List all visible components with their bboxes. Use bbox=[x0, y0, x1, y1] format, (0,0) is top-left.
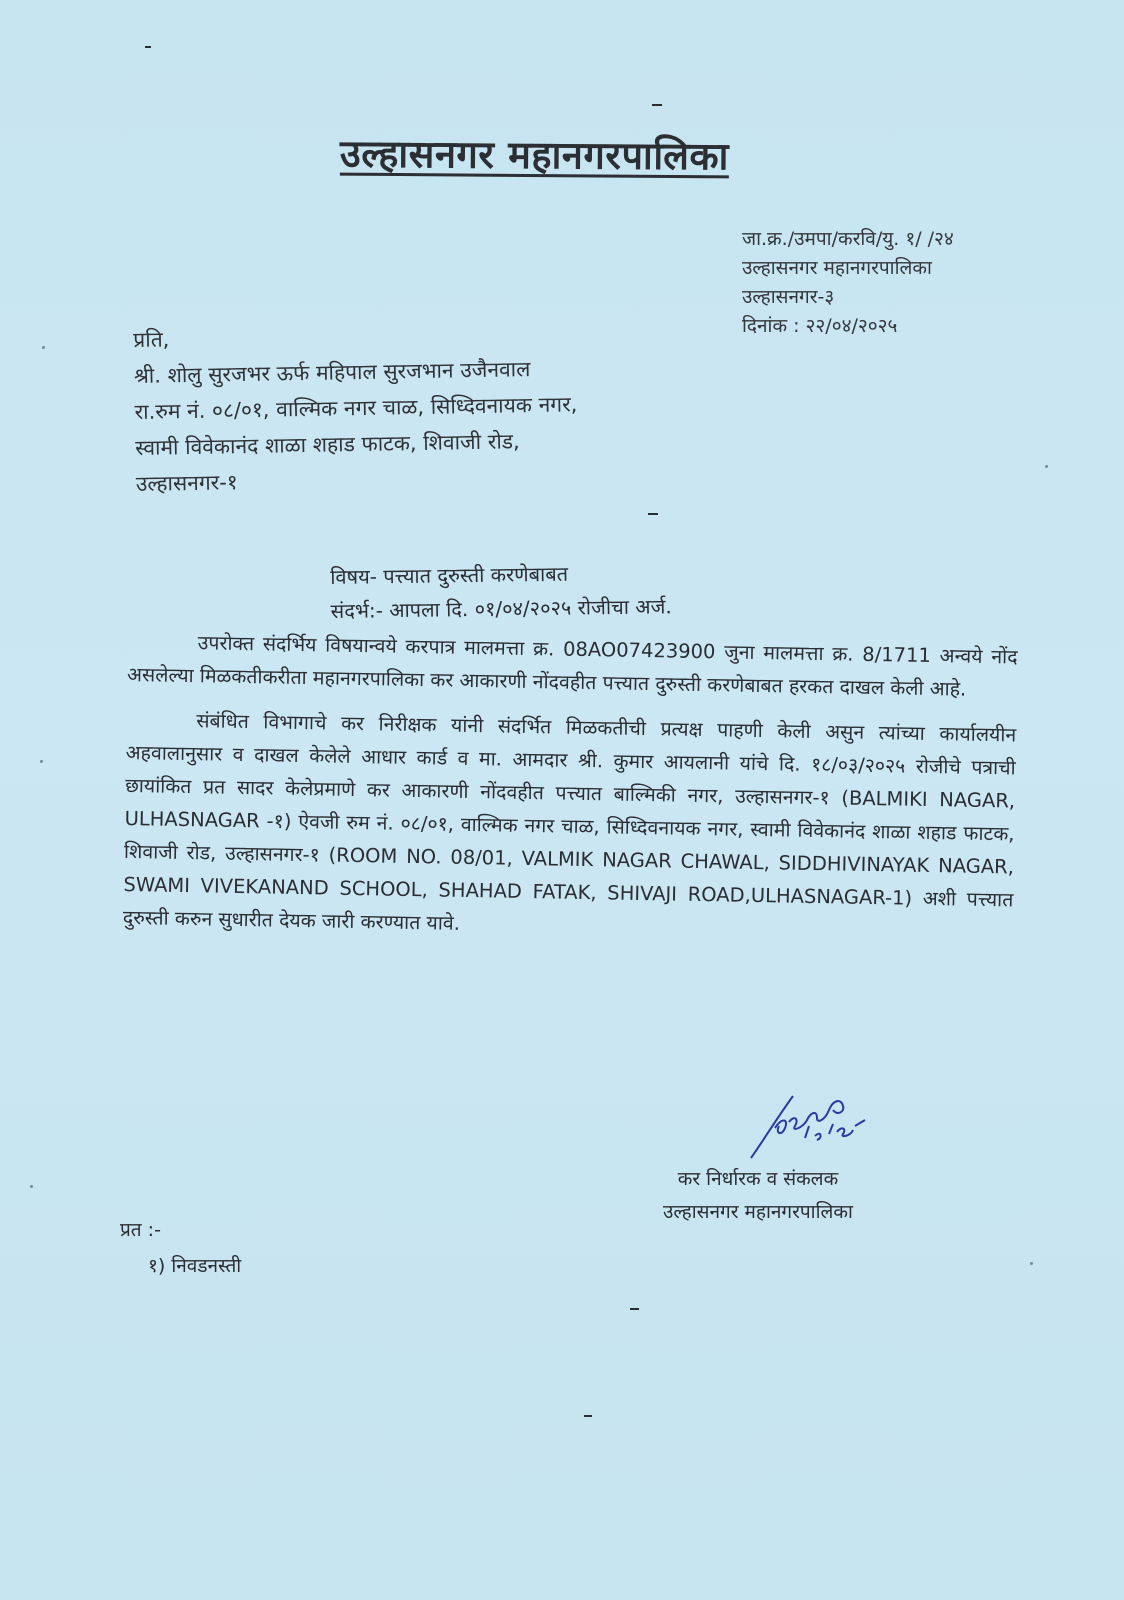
reference-office: उल्हासनगर महानगरपालिका bbox=[742, 257, 932, 279]
body-paragraph-1: उपरोक्त संदर्भिय विषयान्वये करपात्र मालमत्ता क्र. 08AO07423900 जुना मालमत्ता क्र. 8/1711 अन्वये नोंद असलेल्या मिळकतीकरीता महानगरपालिका कर आकारणी नोंदवहीत पत्त्यात दुरुस्ती करणेबाबत हरकत दाखल केली आहे. bbox=[126, 631, 1018, 701]
copy-to-label: प्रत :- bbox=[120, 1219, 161, 1241]
letter-body bbox=[122, 625, 1017, 961]
salutation: प्रति, bbox=[133, 327, 170, 352]
signatory-office: उल्हासनगर महानगरपालिका bbox=[663, 1201, 853, 1223]
scan-dot bbox=[40, 760, 43, 763]
signatory-designation: कर निर्धारक व संकलक bbox=[677, 1168, 839, 1190]
scan-mark bbox=[630, 1308, 639, 1310]
scan-mark bbox=[652, 104, 662, 106]
scan-dot bbox=[42, 346, 45, 349]
scan-dot bbox=[1045, 465, 1048, 468]
letter-date: दिनांक : २२/०४/२०२५ bbox=[742, 315, 898, 337]
signatory-block bbox=[663, 1163, 853, 1229]
scan-dot bbox=[1030, 1262, 1033, 1265]
recipient-address-line3: उल्हासनगर-१ bbox=[135, 470, 238, 496]
scan-dot bbox=[30, 1185, 33, 1188]
subject-reference-line: संदर्भ:- आपला दि. ०१/०४/२०२५ रोजीचा अर्ज. bbox=[330, 594, 672, 623]
recipient-block bbox=[133, 314, 579, 502]
handwritten-signature bbox=[745, 1078, 875, 1168]
outward-number: जा.क्र./उमपा/करवि/यु. १/ /२४ bbox=[742, 228, 954, 250]
scan-mark bbox=[145, 46, 151, 48]
letterhead-title: उल्हासनगर महानगरपालिका bbox=[339, 131, 730, 179]
reference-city: उल्हासनगर-३ bbox=[742, 286, 835, 308]
scan-mark bbox=[584, 1415, 592, 1417]
recipient-address-line2: स्वामी विवेकानंद शाळा शहाड फाटक, शिवाजी रोड, bbox=[134, 429, 520, 460]
recipient-name: श्री. शोलु सुरजभर ऊर्फ महिपाल सुरजभान उजैनवाल bbox=[133, 357, 531, 388]
recipient-address-line1: रा.रुम नं. ०८/०१, वाल्मिक नगर चाळ, सिध्दिवनायक नगर, bbox=[134, 392, 578, 424]
copy-to-block bbox=[120, 1212, 241, 1284]
body-paragraph-2: संबंधित विभागाचे कर निरीक्षक यांनी संदर्भित मिळकतीची प्रत्यक्ष पाहणी केली असुन त्यांच्या कार्यालयीन अहवालानुसार व दाखल केलेले आधार कार्ड व मा. आमदार श्री. कुमार आयलानी यांचे दि. १८/०३/२०२५ रोजीचे पत्राची छायांकित प्रत सादर केलेप्रमाणे कर आकारणी नोंदवहीत पत्त्यात बाल्मिकी नगर, उल्हासनगर-१ (BALMIKI NAGAR, ULHASNAGAR -१) ऐवजी रुम नं. ०८/०१, वाल्मिक नगर चाळ, सिध्दिवनायक नगर, स्वामी विवेकानंद शाळा शहाड फाटक, शिवाजी रोड, उल्हासनगर-१ (ROOM NO. 08/01, VALMIK NAGAR CHAWAL, SIDDHIVINAYAK NAGAR, SWAMI VIVEKANAND SCHOOL, SHAHAD FATAK, SHIVAJI ROAD,ULHASNAGAR-1) अशी पत्त्यात दुरुस्ती करुन सुधारीत देयक जारी करण्यात यावे. bbox=[122, 709, 1017, 935]
subject-line: विषय- पत्त्यात दुरुस्ती करणेबाबत bbox=[330, 561, 569, 589]
scan-mark bbox=[648, 513, 658, 515]
copy-to-item: १) निवडनस्ती bbox=[148, 1255, 242, 1277]
reference-block bbox=[742, 225, 954, 341]
subject-block bbox=[330, 555, 672, 628]
